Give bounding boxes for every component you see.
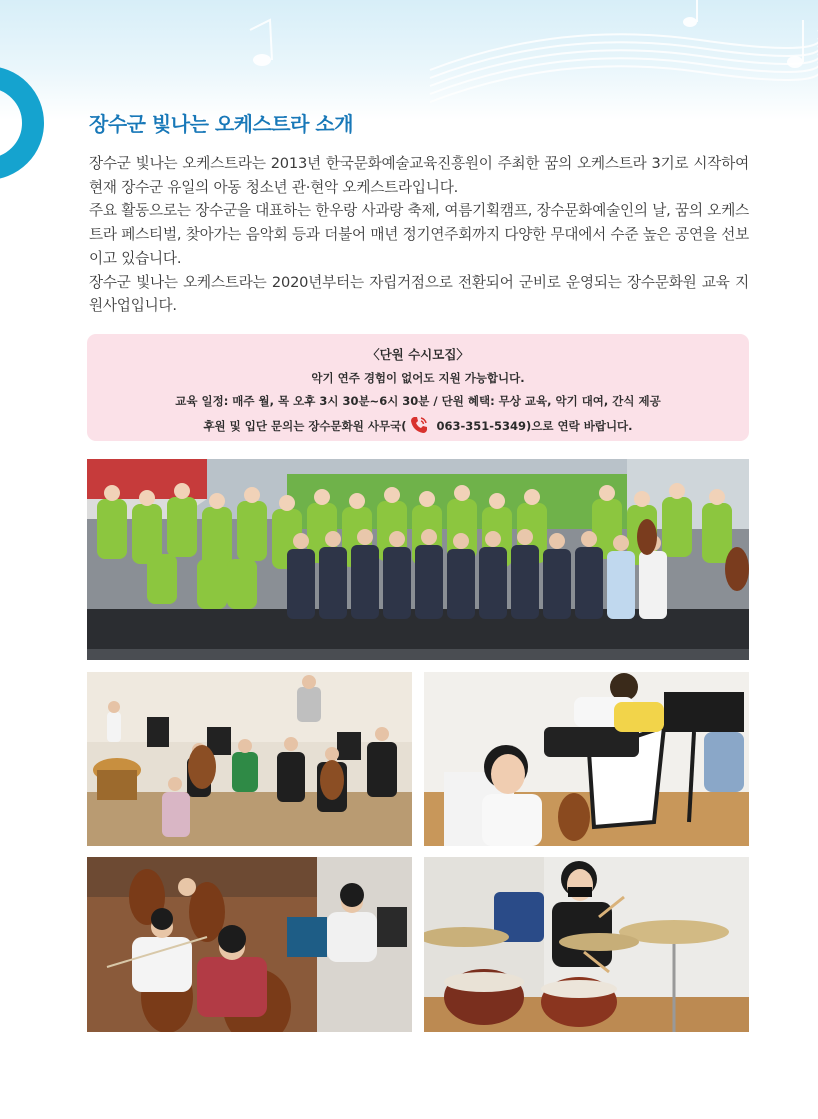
section-title: 장수군 빛나는 오케스트라 소개 (89, 112, 354, 136)
phone-icon (409, 415, 429, 438)
intro-paragraph: 장수군 빛나는 오케스트라는 2020년부터는 자립거점으로 전환되어 군비로 운영되는 장수문화원 교육 지원사업입니다. (89, 273, 749, 315)
notice-title: 〈단원 수시모집〉 (367, 347, 469, 362)
recruitment-notice (87, 334, 749, 441)
group-performance-photo (87, 459, 749, 660)
contact-text: 후원 및 입단 문의는 장수문화원 사무국( (203, 419, 407, 433)
notice-eligibility: 악기 연주 경험이 없어도 지원 가능합니다. (311, 371, 525, 385)
drum-student-photo (424, 857, 749, 1032)
music-notes-decoration (0, 0, 818, 120)
notice-schedule: 교육 일정: 매주 월, 목 오후 3시 30분~6시 30분 / 단원 혜택: 무상 교육, 악기 대여, 간식 제공 (175, 394, 661, 408)
intro-text (89, 152, 749, 318)
contact-phone: 063-351-5349)으로 연락 바랍니다. (432, 419, 633, 433)
intro-paragraph: 장수군 빛나는 오케스트라는 2013년 한국문화예술교육진흥원이 주최한 꿈의 오케스트라 3기로 시작하여 현재 장수군 유일의 아동 청소년 관·현악 오케스트라입니다. (89, 155, 749, 196)
notice-contact (87, 415, 749, 438)
intro-paragraph: 주요 활동으로는 장수군을 대표하는 한우랑 사과랑 축제, 여름기획캠프, 장수문화예술인의 날, 꿈의 오케스트라 페스티벌, 찾아가는 음악회 등과 더불어 매년 정기연주회까지 다양한 무대에서 수준 높은 공연을 선보이고 있습니다. (89, 202, 749, 267)
orchestra-rehearsal-photo (87, 672, 412, 846)
violin-student-photo (424, 672, 749, 846)
cello-section-photo (87, 857, 412, 1032)
